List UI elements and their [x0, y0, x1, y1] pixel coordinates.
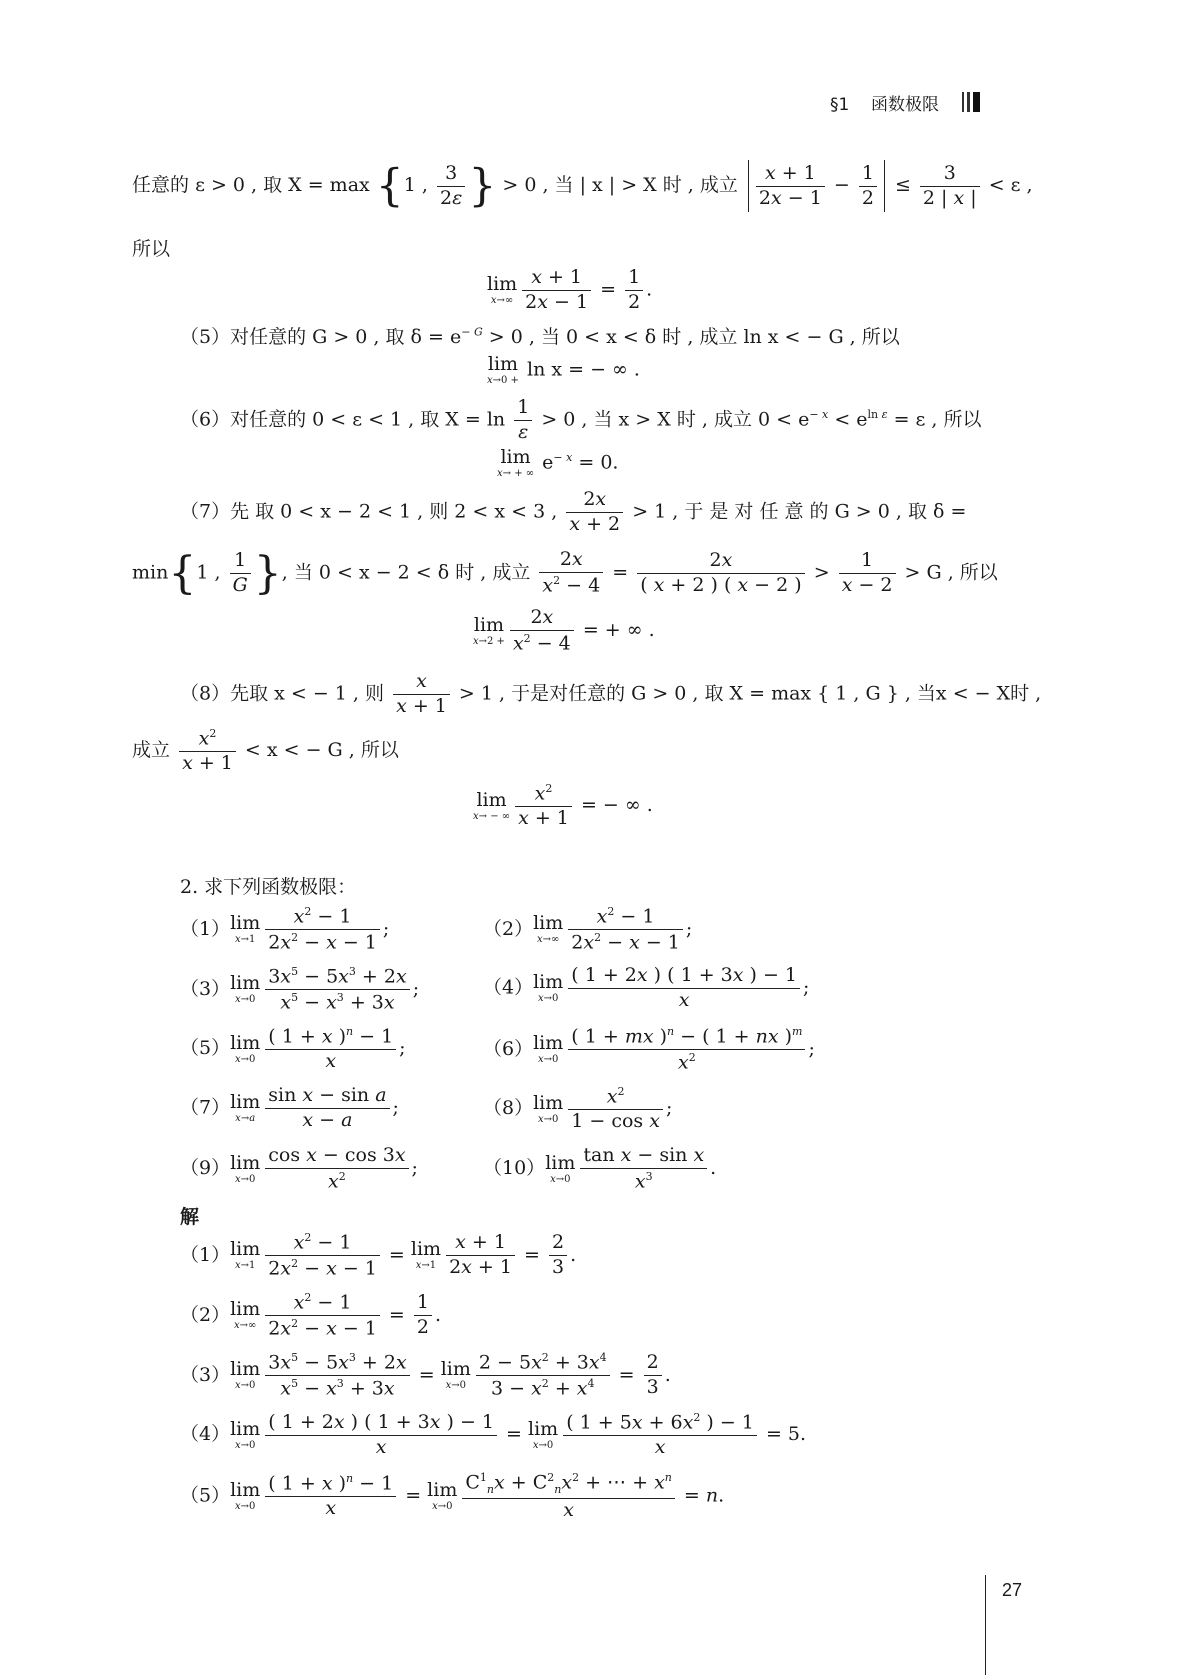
text-line-1: 任意的 ε > 0 , 取 X = max {1 , $\frac{3}{2\varepsilon}$ } > 0 , 当 | x | > X 时 , 成立 $\frac{x + 1}{2x - 1}$ − $\frac{1}{2}$ ≤ $\frac{3}{2 | x |}$ < ε ,: [132, 160, 1033, 212]
solution-1: （1）lim x→1 $\frac{x^2 - 1}{2x^2 - x - 1}$ = lim x→1 $\frac{x + 1}{2x + 1}$ = $\frac{2}{3}$ .: [180, 1231, 577, 1280]
question-2-title: 2. 求下列函数极限：: [180, 876, 357, 898]
text-fragment: 成立: [132, 739, 171, 762]
text-fragment: > G , 所以: [904, 561, 998, 584]
solution-3: （3）lim x→0 $\frac{3x^5 - 5x^3 + 2x}{x^5 - x^3 + 3x}$ = lim x→0 $\frac{2 - 5x^2 + 3x^4}{3 - x^2 + x^4}$ = $\frac{2}{3}$ .: [180, 1351, 671, 1400]
solution-2: （2）lim x→∞ $\frac{x^2 - 1}{2x^2 - x - 1}$ = $\frac{1}{2}$ .: [180, 1291, 442, 1340]
item-7: （7）先 取 0 < x − 2 < 1 , 则 2 < x < 3 , $\frac{2x}{x + 2}$ > 1 , 于 是 对 任 意 的 G > 0 , 取 δ =: [180, 488, 967, 535]
page-number: 27: [1002, 1580, 1023, 1600]
problem-10: （10）lim x→0 $\frac{\text{tan x − sin x}}{x^3}$ .: [483, 1144, 717, 1193]
text-fragment: > 1 , 于 是 对 任 意 的 G > 0 , 取 δ =: [632, 500, 967, 523]
item-8: （8）先取 x < − 1 , 则 $\frac{x}{x + 1}$ > 1 , 于是对任意的 G > 0 , 取 X = max { 1 , G } , 当x < − X时 ,: [180, 670, 1042, 717]
solution-4: （4）lim x→0 $\frac{( 1 + 2x ) ( 1 + 3x ) - 1}{x}$ = lim x→0 $\frac{( 1 + 5x + 6x^2 ) - 1}{x}$ = 5.: [180, 1410, 807, 1459]
text-fragment: , 当 0 < x − 2 < δ 时 , 成立: [281, 561, 531, 584]
text-fragment: = 0.: [578, 451, 619, 474]
problem-3: （3）lim x→0 $\frac{3x^5 - 5x^3 + 2x}{x^5 - x^3 + 3x}$ ;: [180, 965, 420, 1014]
text-fragment: < e: [834, 408, 868, 431]
problem-8: （8）lim x→0 $\frac{x^2}{\text{1 − cos x}}$ ;: [483, 1085, 673, 1133]
solution-5: （5）lim x→0 $\frac{( 1 + x )^n - 1}{x}$ = lim x→0 $\frac{C^1_nx + C^2_nx^2 + \cdots + x^n}{x}$ = n.: [180, 1471, 725, 1521]
text-fragment: = ε , 所以: [893, 408, 982, 431]
text-fragment: min: [132, 561, 169, 584]
text-fragment: < x < − G , 所以: [244, 739, 399, 762]
text-fragment: （6）对任意的 0 < ε < 1 , 取 X = ln: [180, 408, 506, 431]
solution-label: 解: [180, 1206, 200, 1228]
text-line-so: 所以: [132, 238, 171, 260]
text-fragment: > 0 , 当 | x | > X 时 , 成立: [502, 174, 738, 196]
formula-limit-1: lim x→∞ $\frac{x + 1}{2x - 1}$ = $\frac{1}{2}$ .: [487, 266, 653, 313]
section-title: 函数极限: [870, 95, 939, 115]
problem-4: （4）lim x→0 $\frac{( 1 + 2x ) ( 1 + 3x ) - 1}{x}$ ;: [483, 964, 810, 1011]
text-fragment: > 0 , 当 x > X 时 , 成立 0 < e: [541, 408, 810, 431]
section-number: §1: [830, 95, 850, 115]
text-fragment: > 1 , 于是对任意的 G > 0 , 取 X = max { 1 , G } , 当x < − X时 ,: [458, 682, 1042, 705]
item-5: （5）对任意的 G > 0 , 取 $\delta = e^{- G} > 0$ , 当 0 < x < δ 时 , 成立 ln x < − G , 所以: [180, 325, 900, 348]
text-fragment: ε > 0 , 取 X = max: [195, 174, 370, 196]
item-6: （6）对任意的 0 < ε < 1 , 取 X = ln $\frac{1}{\varepsilon}$ > 0 , 当 x > X 时 , 成立 $0 < e^{- x} < e^{ln \varepsilon} = \varepsilon$ , 所以: [180, 396, 982, 443]
problem-9: （9）lim x→0 $\frac{\text{cos x − cos 3x}}{x^2}$ ;: [180, 1144, 418, 1193]
text-fragment: e: [542, 451, 554, 474]
problem-2: （2）lim x→∞ $\frac{x^2 - 1}{2x^2 - x - 1}$ ;: [483, 905, 693, 954]
text-fragment: （5）对任意的 G > 0 , 取 δ = e: [180, 326, 462, 348]
problem-7: （7）lim x→a $\frac{\text{sin x − sin a}}{x - a}$ ;: [180, 1084, 399, 1131]
item-7-cont: min{1 , $\frac{1}{G}$ }, 当 0 < x − 2 < δ 时 , 成立 $\frac{2x}{x^2 - 4}$ = $\frac{2x}{( x + 2 ) ( x - 2 )}$ > $\frac{1}{x - 2}$ > G , 所以: [132, 548, 998, 599]
problem-6: （6）lim x→0 $\frac{( 1 + mx )^n - ( 1 + nx )^m}{x^2}$ ;: [483, 1025, 815, 1074]
text-fragment: < ε ,: [988, 174, 1033, 196]
running-header: [830, 90, 939, 115]
formula-limit-7: lim x→2 + $\frac{2x}{x^2 - 4}$ = + ∞ .: [473, 606, 655, 655]
problem-5: （5）lim x→0 $\frac{( 1 + x )^n - 1}{x}$ ;: [180, 1025, 406, 1073]
formula-limit-5: lim x→0 + ln x = − ∞ .: [487, 353, 640, 386]
text-fragment: ln x = − ∞ .: [527, 358, 640, 381]
text-fragment: = + ∞ .: [582, 619, 655, 642]
text-fragment: （7）先 取 0 < x − 2 < 1 , 则 2 < x < 3 ,: [180, 500, 558, 523]
text-fragment: = − ∞ .: [580, 794, 653, 817]
formula-limit-6: lim x→ + ∞ $e^{- x} = 0$.: [497, 446, 619, 479]
problem-1: （1）lim x→1 $\frac{x^2 - 1}{2x^2 - x - 1}$ ;: [180, 905, 390, 954]
page-margin-line: [985, 1575, 986, 1675]
text-fragment: 任意的: [132, 174, 190, 196]
text-fragment: （8）先取 x < − 1 , 则: [180, 682, 385, 705]
text-fragment: ≤: [894, 174, 911, 196]
item-8-cont: 成立 $\frac{x^2}{x + 1}$ < x < − G , 所以: [132, 727, 399, 775]
formula-limit-8: lim x→ − ∞ $\frac{x^2}{x + 1}$ = − ∞ .: [473, 782, 653, 830]
text-fragment: > 0 , 当 0 < x < δ 时 , 成立 ln x < − G , 所以: [488, 326, 900, 348]
